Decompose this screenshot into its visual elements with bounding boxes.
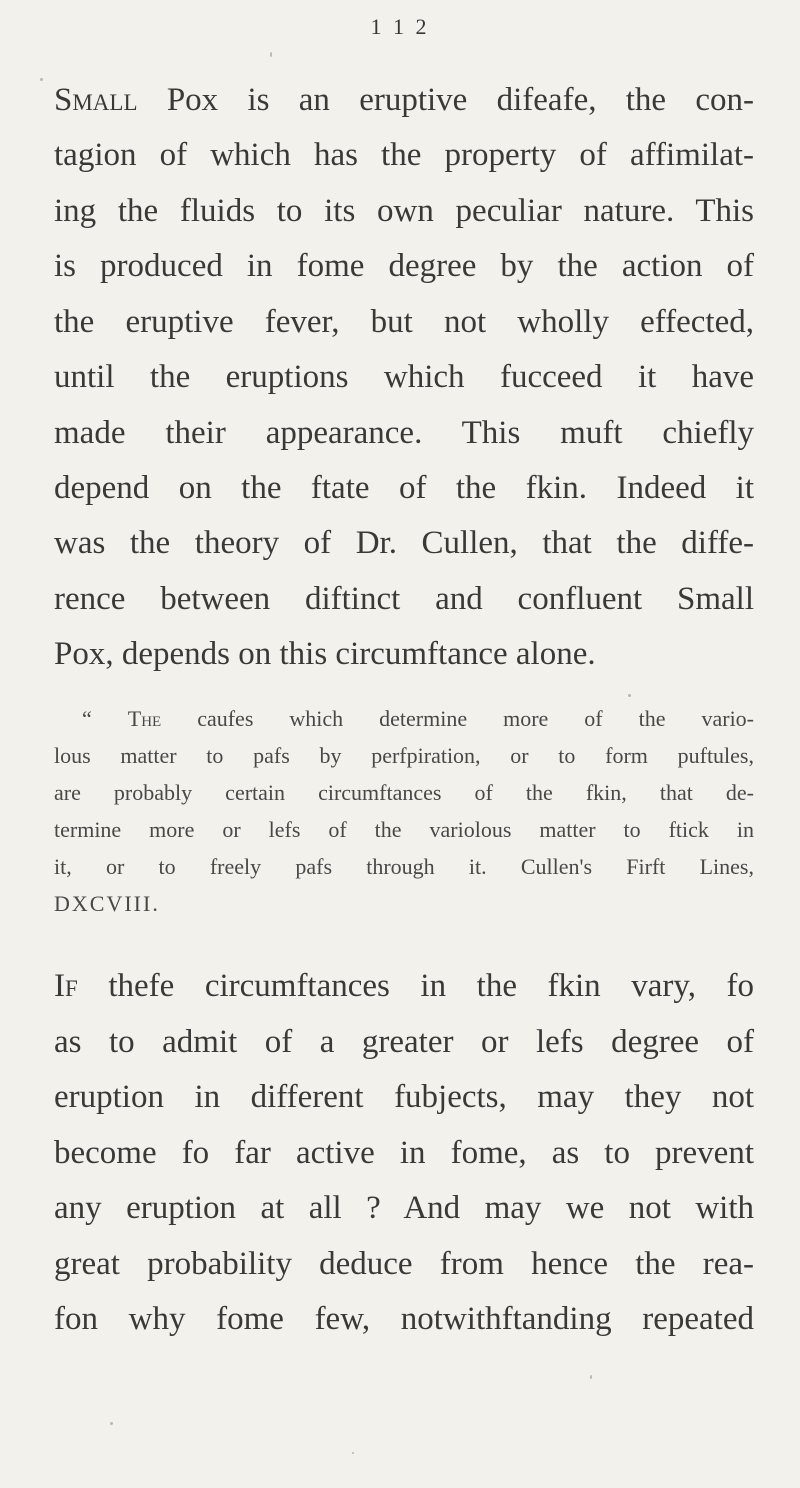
quote-line-2: lous matter to pafs by perfpiration, or to form puftules, bbox=[54, 743, 754, 768]
quote-line-1 bbox=[82, 704, 754, 734]
page-number: 1 1 2 bbox=[370, 14, 430, 39]
paragraph-2-line-5: any eruption at all ? And may we not with bbox=[54, 1190, 754, 1226]
paragraph-1-line-1 bbox=[54, 80, 754, 120]
paragraph-2-line-3: eruption in different fubjects, may they not bbox=[54, 1079, 754, 1115]
paragraph-1-lead-word: Small bbox=[54, 82, 138, 118]
quote-line-1-text: caufes which determine more of the vario- bbox=[197, 706, 755, 731]
paragraph-2-line-7: fon why fome few, notwithftanding repeated bbox=[54, 1301, 754, 1337]
paper-speck bbox=[270, 52, 272, 57]
paper-speck bbox=[40, 78, 43, 81]
paper-speck bbox=[110, 1422, 113, 1425]
paragraph-2-line-1 bbox=[54, 966, 754, 1006]
quote-line-4: termine more or lefs of the variolous matter to ftick in bbox=[54, 817, 754, 842]
paragraph-2-line-2: as to admit of a greater or lefs degree of bbox=[54, 1024, 754, 1060]
paragraph-1-line-9: was the theory of Dr. Cullen, that the diffe- bbox=[54, 525, 754, 561]
paragraph-1-line-10: rence between diftinct and confluent Small bbox=[54, 581, 754, 617]
paragraph-1-line-3: ing the fluids to its own peculiar nature. This bbox=[54, 193, 754, 229]
paper-speck bbox=[590, 1375, 592, 1379]
paragraph-1-line-8: depend on the ftate of the fkin. Indeed it bbox=[54, 470, 754, 506]
quote-line-3: are probably certain circumftances of the fkin, that de- bbox=[54, 780, 754, 805]
paper-speck bbox=[352, 1452, 354, 1454]
paragraph-1-line-5: the eruptive fever, but not wholly effected, bbox=[54, 304, 754, 340]
quote-open-mark: “ bbox=[82, 706, 92, 731]
paragraph-1-line-6: until the eruptions which fucceed it have bbox=[54, 359, 754, 395]
quote-reference: DXCVIII. bbox=[54, 891, 160, 916]
quote-lead-word: The bbox=[127, 706, 162, 731]
paragraph-1-line-2: tagion of which has the property of affimilat- bbox=[54, 137, 754, 173]
paragraph-2-line-4: become fo far active in fome, as to prevent bbox=[54, 1135, 754, 1171]
paragraph-2-line-1-text: thefe circumftances in the fkin vary, fo bbox=[108, 968, 754, 1004]
paragraph-2-lead-word: If bbox=[54, 968, 78, 1004]
paper-speck bbox=[628, 694, 631, 697]
paragraph-1-line-4: is produced in fome degree by the action of bbox=[54, 248, 754, 284]
quote-line-5: it, or to freely pafs through it. Cullen's Firft Lines, bbox=[54, 854, 754, 879]
paragraph-1-line-11: Pox, depends on this circumftance alone. bbox=[54, 636, 596, 672]
paragraph-1-line-7: made their appearance. This muft chiefly bbox=[54, 415, 754, 451]
paragraph-1-line-1-text: Pox is an eruptive difeafe, the con- bbox=[166, 82, 755, 118]
paragraph-2-line-6: great probability deduce from hence the rea- bbox=[54, 1246, 754, 1282]
